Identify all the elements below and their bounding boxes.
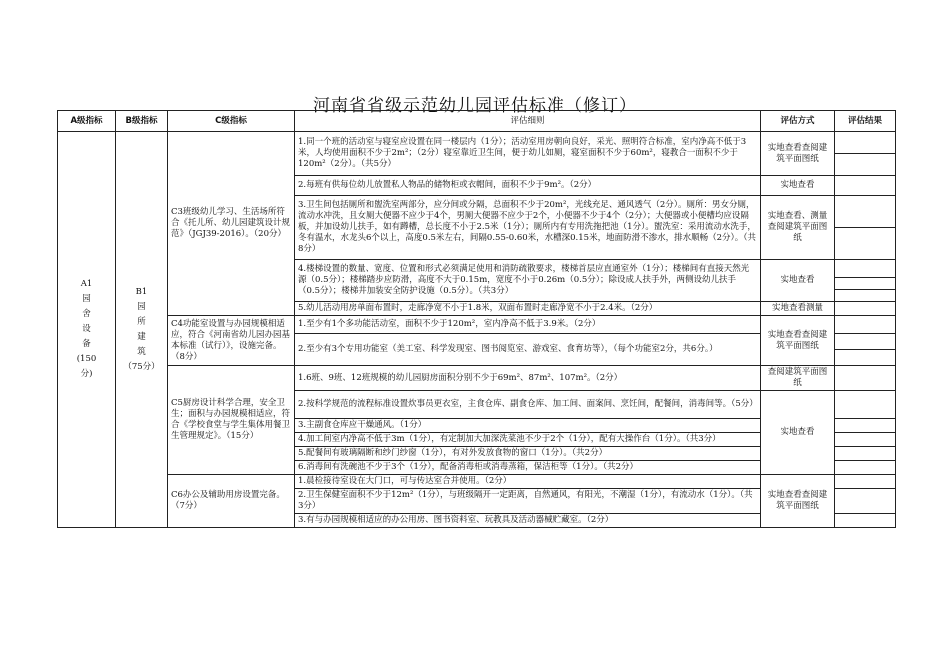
c4-1-detail: 1.至少有1个多功能活动室，面积不少于120m²，室内净高不低于3.9米。（2分） xyxy=(295,316,761,334)
method-3: 实地查看、测量查阅建筑平面图纸 xyxy=(761,196,835,260)
result-cell[interactable] xyxy=(835,475,896,489)
result-cell[interactable] xyxy=(835,514,896,528)
c5-2-detail: 2.按科学规范的流程标准设置炊事员更衣室，主食仓库、副食仓库、加工间、面案间、烹饪间，配餐间，消毒间等。（5分） xyxy=(295,391,761,419)
header-c-level: C级指标 xyxy=(168,111,295,132)
result-cell[interactable] xyxy=(835,132,896,154)
c6-2-detail: 2.卫生保健室面积不少于12m²（1分），与班级隔开一定距离，自然通风，有阳光，不潮湿（1分），有流动水（1分）。（共3分） xyxy=(295,489,761,514)
method-2: 实地查看 xyxy=(761,176,835,196)
result-cell[interactable] xyxy=(835,391,896,419)
table-row xyxy=(58,316,896,334)
result-cell[interactable] xyxy=(835,176,896,196)
c3-cell: C3班级幼儿学习、生活场所符合《托儿所、幼儿园建筑设计规范》（JGJ39-2016）。（20分） xyxy=(168,132,295,316)
c3-5-detail: 5.幼儿活动用房单面布置时，走廊净宽不小于1.8米，双面布置时走廊净宽不小于2.4米。（2分） xyxy=(295,302,761,316)
c5-4-detail: 4.加工间室内净高不低于3m（1分），有定制加大加深洗菜池不少于2个（1分），配有大操作台（1分）。（共3分） xyxy=(295,433,761,447)
result-cell[interactable] xyxy=(835,350,896,366)
result-cell[interactable] xyxy=(835,228,896,260)
table-row xyxy=(58,475,896,489)
c4-cell: C4功能室设置与办园规模相适应，符合《河南省幼儿园办园基本标准（试行）》，设施完备。（8分） xyxy=(168,316,295,366)
c5-6-detail: 6.消毒间有洗碗池不少于3个（1分），配备消毒柜或消毒蒸箱，保洁柜等（1分）。（共2分） xyxy=(295,461,761,475)
c3-2-detail: 2.每班有供每位幼儿放置私人物品的储物柜或衣帽间，面积不少于9m²。（2分） xyxy=(295,176,761,196)
result-cell[interactable] xyxy=(835,334,896,350)
c6-3-detail: 3.有与办园规模相适应的办公用房、图书资料室、玩教具及活动器械贮藏室。（2分） xyxy=(295,514,761,528)
table-row xyxy=(58,132,896,154)
c4-2-detail: 2.至少有3个专用功能室（美工室、科学发现室、图书阅览室、游戏室、食育坊等），（每个功能室2分，共6分。） xyxy=(295,334,761,366)
result-cell[interactable] xyxy=(835,447,896,461)
result-cell[interactable] xyxy=(835,419,896,433)
header-row xyxy=(58,111,896,132)
result-cell[interactable] xyxy=(835,260,896,278)
c5-3-detail: 3.主副食仓库应干燥通风。（1分） xyxy=(295,419,761,433)
method-8: 实地查看 xyxy=(761,391,835,475)
header-a-level: A级指标 xyxy=(58,111,116,132)
c3-4-detail: 4.楼梯设置的数量、宽度、位置和形式必须满足使用和消防疏散要求，楼梯首层应直通室外（1分）；楼梯间有直接天然光源（0.5分）；楼梯踏步应防滑，高度不大于0.15m，宽度不小于0.26m（0.5分）；除设成人扶手外，两侧设幼儿扶手（0.5分）；楼梯井加装安全防护设施（0.5分）。（共3分） xyxy=(295,260,761,302)
c6-1-detail: 1.晨检接待室设在大门口，可与传达室合并使用。（2分） xyxy=(295,475,761,489)
evaluation-table xyxy=(57,110,896,528)
header-detail: 评估细则 xyxy=(295,111,761,132)
method-9: 实地查看查阅建筑平面图纸 xyxy=(761,475,835,528)
c6-cell: C6办公及辅助用房设置完备。（7分） xyxy=(168,475,295,528)
result-cell[interactable] xyxy=(835,489,896,514)
result-cell[interactable] xyxy=(835,433,896,447)
table-row xyxy=(58,366,896,391)
c3-1-detail: 1.同一个班的活动室与寝室应设置在同一楼层内（1分）；活动室用房朝向良好，采光、照明符合标准，室内净高不低于3米，人均使用面积不少于2m²；（2分）寝室靠近卫生间，便于幼儿如厕，寝室面积不少于60m²，寝教合一面积不少于120m²（2分）。（共5分） xyxy=(295,132,761,176)
a1-cell: A1 园 舍 设 备 (150 分) xyxy=(58,132,116,528)
result-cell[interactable] xyxy=(835,461,896,475)
b1-cell: B1 园 所 建 筑 （75分） xyxy=(116,132,168,528)
header-result: 评估结果 xyxy=(835,111,896,132)
method-6: 实地查看查阅建筑平面图纸 xyxy=(761,316,835,366)
c5-5-detail: 5.配餐间有玻璃隔断和纱门纱窗（1分），有对外发放食物的窗口（1分）。（共2分） xyxy=(295,447,761,461)
result-cell[interactable] xyxy=(835,290,896,302)
result-cell[interactable] xyxy=(835,278,896,290)
c5-cell: C5厨房设计科学合理，安全卫生；面积与办园规模相适应，符合《学校食堂与学生集体用餐卫生管理规定》。（15分） xyxy=(168,366,295,475)
c5-1-detail: 1.6班、9班、12班规模的幼儿园厨房面积分别不少于69m²、87m²、107m²。（2分） xyxy=(295,366,761,391)
header-method: 评估方式 xyxy=(761,111,835,132)
result-cell[interactable] xyxy=(835,154,896,176)
result-cell[interactable] xyxy=(835,302,896,316)
result-cell[interactable] xyxy=(835,366,896,391)
method-7: 查阅建筑平面图纸 xyxy=(761,366,835,391)
header-b-level: B级指标 xyxy=(116,111,168,132)
method-1: 实地查看查阅建筑平面图纸 xyxy=(761,132,835,176)
c3-3-detail: 3.卫生间包括厕所和盥洗室两部分，应分间或分隔，总面积不少于20m²，光线充足、通风透气（2分）。厕所：男女分厕，流动水冲洗，且女厕大便器不应少于4个，男厕大便器不应少于2个，小便器不少于4个（2分）；大便器或小便槽均应设隔板，并加设幼儿扶手，如有蹲槽，总长度不小于2.5米（1分）；厕所内有专用洗拖把池（1分）。盥洗室：采用流动水洗手，冬有温水，水龙头6个以上，高度0.5米左右，间隔0.55-0.60米，水槽深0.15米，地面防滑不渗水，排水顺畅（2分）。（共8分） xyxy=(295,196,761,260)
result-cell[interactable] xyxy=(835,196,896,228)
page-title: 河南省省级示范幼儿园评估标准（修订） xyxy=(313,96,637,116)
method-4: 实地查看 xyxy=(761,260,835,302)
result-cell[interactable] xyxy=(835,316,896,334)
method-5: 实地查看测量 xyxy=(761,302,835,316)
